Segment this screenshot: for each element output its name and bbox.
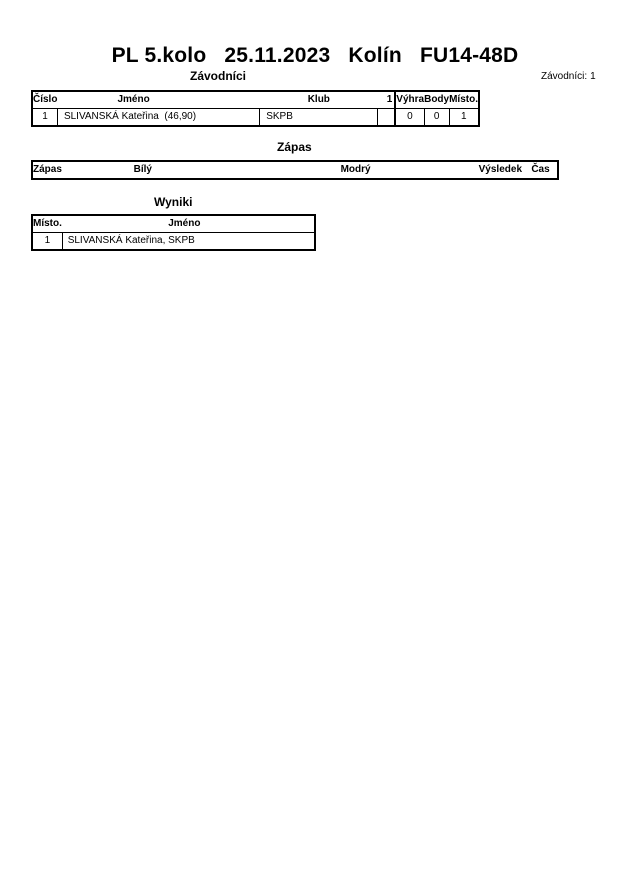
competitor-number: 1 xyxy=(32,109,57,127)
title-category: FU14-48D xyxy=(419,44,519,67)
title-date: 25.11.2023 xyxy=(224,44,331,67)
matches-table xyxy=(31,160,559,180)
matches-heading: Zápas xyxy=(277,140,312,154)
competitor-count xyxy=(541,71,596,82)
col-name: Jméno xyxy=(117,94,150,105)
col-wins: Výhra xyxy=(395,91,424,109)
col-blue: Modrý xyxy=(340,164,371,175)
col-round-1: 1 xyxy=(386,94,393,105)
col-club: Klub xyxy=(307,94,330,105)
matches-header-row xyxy=(32,161,558,179)
competitor-wins: 0 xyxy=(395,109,424,127)
competitor-round-1 xyxy=(378,109,395,127)
title-event: PL 5.kolo xyxy=(111,44,207,67)
col-number: Číslo xyxy=(33,94,58,105)
title-venue: Kolín xyxy=(348,44,402,67)
results-heading: Wyniki xyxy=(154,195,193,209)
competitor-club: SKPB xyxy=(260,109,378,127)
competitor-name-cell xyxy=(57,109,259,127)
col-result: Výsledek xyxy=(478,164,523,175)
competitor-count-value: 1 xyxy=(590,71,596,82)
competitors-heading: Závodníci xyxy=(190,69,247,83)
competitor-count-label: Závodníci: xyxy=(541,71,588,82)
result-row xyxy=(32,233,315,251)
col-points: Body xyxy=(424,94,450,105)
col-white: Bílý xyxy=(133,164,152,175)
result-name: SLIVANSKÁ Kateřina, SKPB xyxy=(62,233,315,251)
competitor-weight: (46,90) xyxy=(164,111,197,122)
competitors-header-row xyxy=(32,91,479,109)
col-place: Místo. xyxy=(449,94,478,105)
results-table xyxy=(31,214,316,251)
result-place: 1 xyxy=(32,233,62,251)
competitor-name: SLIVANSKÁ Kateřina xyxy=(63,111,159,122)
results-header-row xyxy=(32,215,315,233)
competitor-row xyxy=(32,109,479,127)
col-match: Zápas xyxy=(33,164,62,175)
competitors-table xyxy=(31,90,480,127)
competitor-place: 1 xyxy=(449,109,479,127)
page-title xyxy=(0,44,630,68)
col-result-place: Místo. xyxy=(33,218,62,229)
col-result-name: Jméno xyxy=(168,218,201,229)
competitor-points: 0 xyxy=(424,109,449,127)
col-time: Čas xyxy=(531,164,550,175)
